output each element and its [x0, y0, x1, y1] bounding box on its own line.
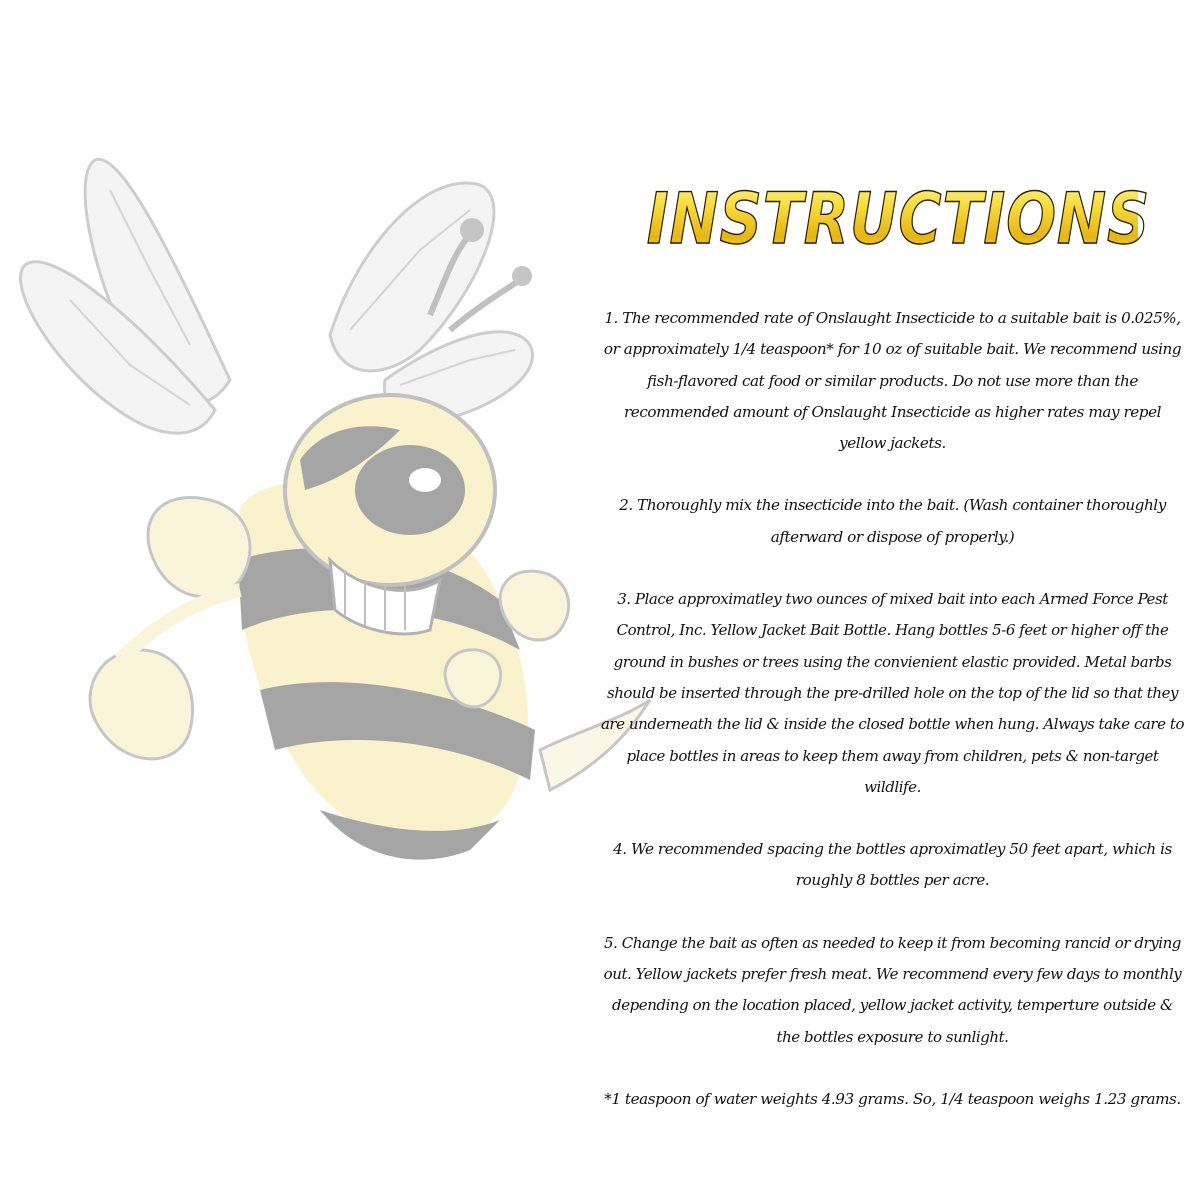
page-title: INSTRUCTIONS: [647, 175, 1138, 263]
instructions-panel: [600, 175, 1185, 1146]
instruction-step-2: 2. Thoroughly mix the insecticide into the bait. (Wash container thoroughly afterward or dispose of properly.): [619, 496, 1166, 546]
left-wing: [21, 159, 230, 433]
yellow-jacket-mascot-illustration: [0, 130, 660, 900]
right-wing: [330, 183, 533, 421]
instruction-step-3: 3. Place approximatley two ounces of mixed bait into each Armed Force Pest Control, Inc. Yellow Jacket Bait Bottle. Hang bottles 5-6 feet or higher off the ground in bushes or trees using the convienient elastic provided. Metal barbs should be inserted through the pre-drilled hole on the top of the lid so that they are underneath the lid & inside the closed bottle when hung. Always take care to place bottles in areas to keep them away from children, pets & non-target wildlife.: [600, 590, 1185, 796]
instruction-step-4: 4. We recommended spacing the bottles aproximatley 50 feet apart, which is roughly 8 bottles per acre.: [613, 840, 1172, 890]
instruction-step-5: 5. Change the bait as often as needed to keep it from becoming rancid or drying out. Yellow jackets prefer fresh meat. We recommend every few days to monthly depending on the location placed, yellow jacket activity, temperture outside & the bottles exposure to sunlight.: [603, 933, 1182, 1046]
footnote: *1 teaspoon of water weights 4.93 grams. So, 1/4 teaspoon weighs 1.23 grams.: [604, 1089, 1181, 1108]
instruction-step-1: 1. The recommended rate of Onslaught Insecticide to a suitable bait is 0.025%, or approximately 1/4 teaspoon* for 10 oz of suitable bait. We recommend using fish-flavored cat food or similar products. Do not use more than the recommended amount of Onslaught Insecticide as higher rates may repel yellow jackets.: [603, 309, 1182, 453]
